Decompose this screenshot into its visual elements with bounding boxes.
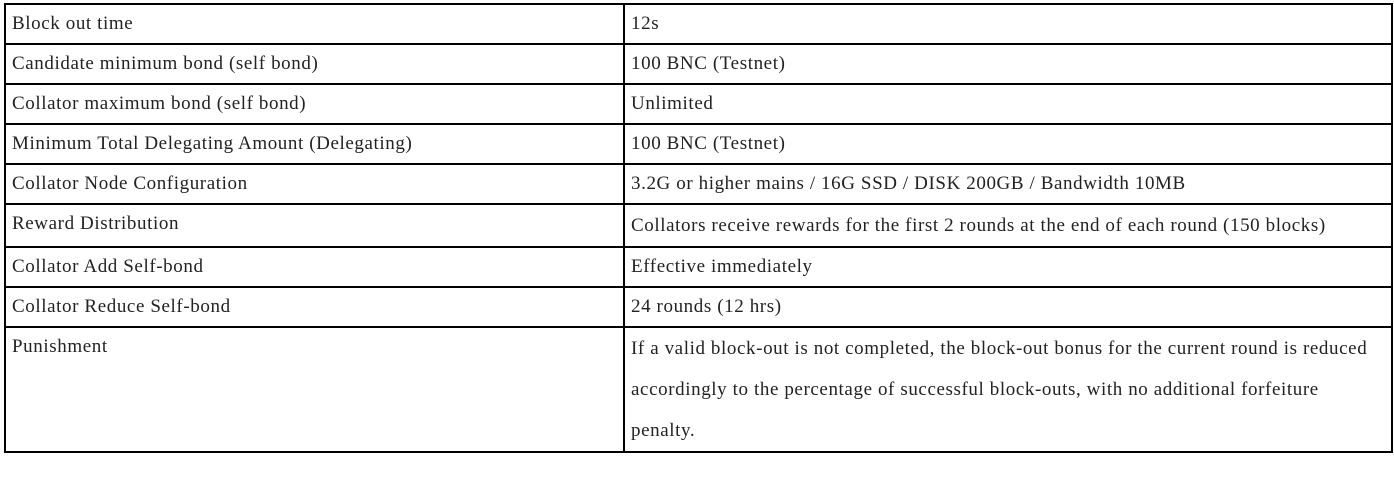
table-row: [5, 287, 1392, 327]
row-value: 3.2G or higher mains / 16G SSD / DISK 200GB / Bandwidth 10MB: [624, 164, 1392, 204]
row-value: Effective immediately: [624, 247, 1392, 287]
table-row: [5, 124, 1392, 164]
row-value: Unlimited: [624, 84, 1392, 124]
row-label: Minimum Total Delegating Amount (Delegating): [5, 124, 624, 164]
row-value: 100 BNC (Testnet): [624, 44, 1392, 84]
row-label: Reward Distribution: [5, 204, 624, 247]
row-label: Block out time: [5, 4, 624, 44]
row-value: If a valid block-out is not completed, the block-out bonus for the current round is reduced accordingly to the percentage of successful block-outs, with no additional forfeiture penalty.: [624, 327, 1392, 452]
table-row: [5, 4, 1392, 44]
table-row: [5, 84, 1392, 124]
row-value: 100 BNC (Testnet): [624, 124, 1392, 164]
row-label: Candidate minimum bond (self bond): [5, 44, 624, 84]
row-label: Collator maximum bond (self bond): [5, 84, 624, 124]
row-value: 24 rounds (12 hrs): [624, 287, 1392, 327]
table-row: [5, 327, 1392, 452]
table-row: [5, 247, 1392, 287]
row-value: Collators receive rewards for the first 2 rounds at the end of each round (150 blocks): [624, 204, 1392, 247]
table-row: [5, 164, 1392, 204]
row-value: 12s: [624, 4, 1392, 44]
row-label: Punishment: [5, 327, 624, 452]
row-label: Collator Reduce Self-bond: [5, 287, 624, 327]
parameters-table: [4, 3, 1393, 453]
row-label: Collator Add Self-bond: [5, 247, 624, 287]
table-row: [5, 204, 1392, 247]
table-row: [5, 44, 1392, 84]
row-label: Collator Node Configuration: [5, 164, 624, 204]
